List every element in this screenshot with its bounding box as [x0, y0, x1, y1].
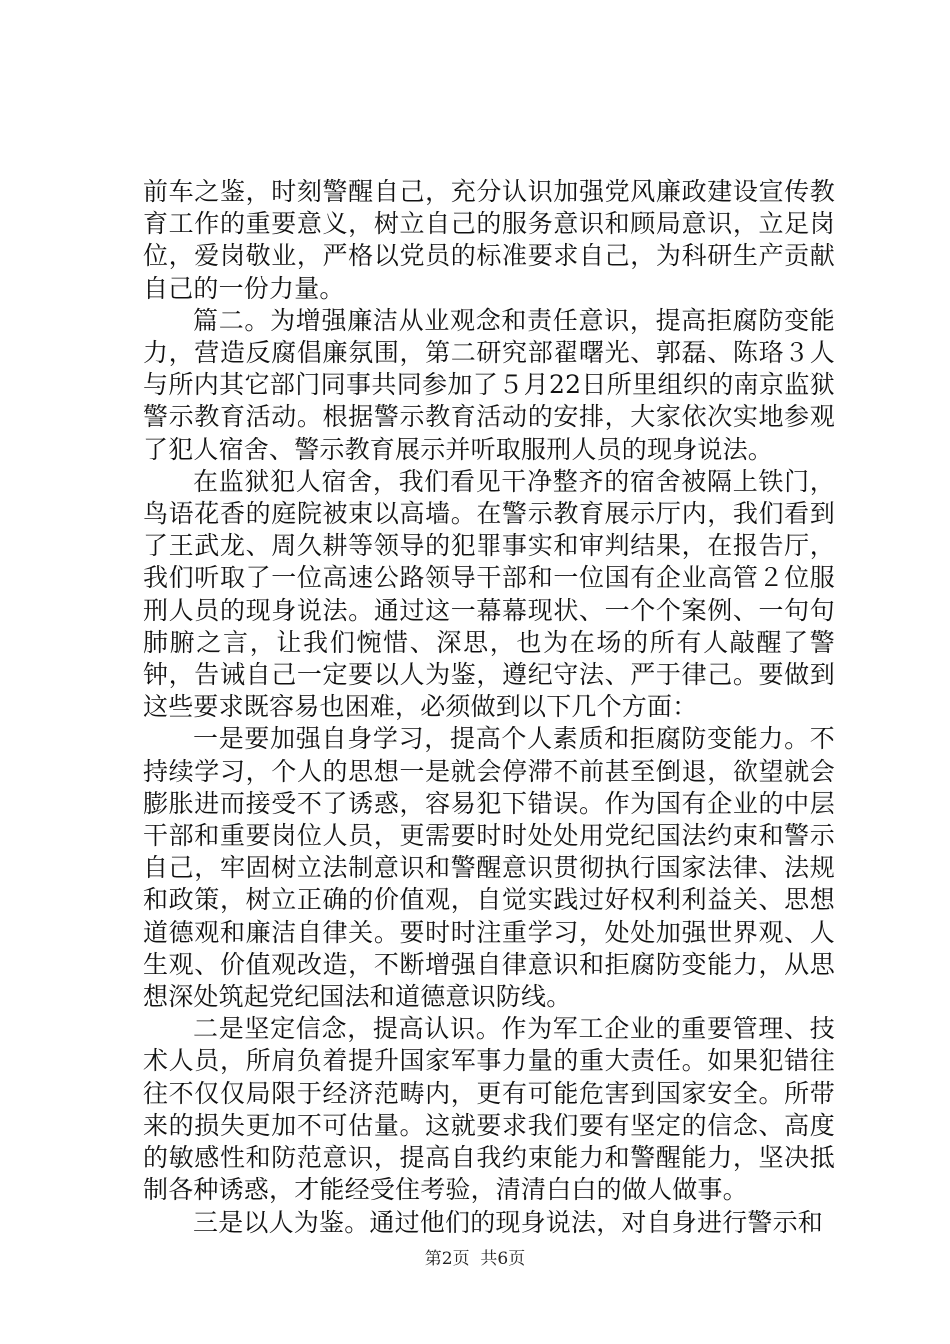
- document-body: [143, 176, 835, 1239]
- paragraph-6: 三是以人为鉴。通过他们的现身说法，对自身进行警示和: [193, 1207, 824, 1237]
- paragraph-5: 二是坚定信念，提高认识。作为军工企业的重要管理、技术人员，所肩负着提升国家军事力量的重大责任。如果犯错往往不仅仅局限于经济范畴内，更有可能危害到国家安全。所带来的损失更加不可估量。这就要求我们要有坚定的信念、高度的敏感性和防范意识，提高自我约束能力和警醒能力，坚决抵制各种诱惑，才能经受住考验，清清白白的做人做事。: [143, 1014, 835, 1205]
- paragraph-2: 篇二。为增强廉洁从业观念和责任意识，提高拒腐防变能力，营造反腐倡廉氛围，第二研究部翟曙光、郭磊、陈珞３人与所内其它部门同事共同参加了５月22日所里组织的南京监狱警示教育活动。根据警示教育活动的安排，大家依次实地参观了犯人宿舍、警示教育展示并听取服刑人员的现身说法。: [143, 305, 835, 464]
- page-total: 共6页: [480, 1249, 526, 1269]
- paragraph-3: 在监狱犯人宿舍，我们看见干净整齐的宿舍被隔上铁门，鸟语花香的庭院被束以高墙。在警示教育展示厅内，我们看到了王武龙、周久耕等领导的犯罪事实和审判结果，在报告厅，我们听取了一位高速公路领导干部和一位国有企业高管２位服刑人员的现身说法。通过这一幕幕现状、一个个案例、一句句肺腑之言，让我们惋惜、深思，也为在场的所有人敲醒了警钟，告诫自己一定要以人为鉴，遵纪守法、严于律己。要做到这些要求既容易也困难，必须做到以下几个方面：: [143, 466, 835, 722]
- page-footer: [0, 1244, 950, 1269]
- paragraph-1: 前车之鉴，时刻警醒自己，充分认识加强党风廉政建设宣传教育工作的重要意义，树立自己的服务意识和顾局意识，立足岗位，爱岗敬业，严格以党员的标准要求自己，为科研生产贡献自己的一份力量。: [143, 177, 835, 303]
- paragraph-4: 一是要加强自身学习，提高个人素质和拒腐防变能力。不持续学习，个人的思想一是就会停滞不前甚至倒退，欲望就会膨胀进而接受不了诱惑，容易犯下错误。作为国有企业的中层干部和重要岗位人员，更需要时时处处用党纪国法约束和警示自己，牢固树立法制意识和警醒意识贯彻执行国家法律、法规和政策，树立正确的价值观，自觉实践过好权利利益关、思想道德观和廉洁自律关。要时时注重学习，处处加强世界观、人生观、价值观改造，不断增强自律意识和拒腐防变能力，从思想深处筑起党纪国法和道德意识防线。: [143, 724, 835, 1012]
- page-number: 第2页: [424, 1249, 470, 1269]
